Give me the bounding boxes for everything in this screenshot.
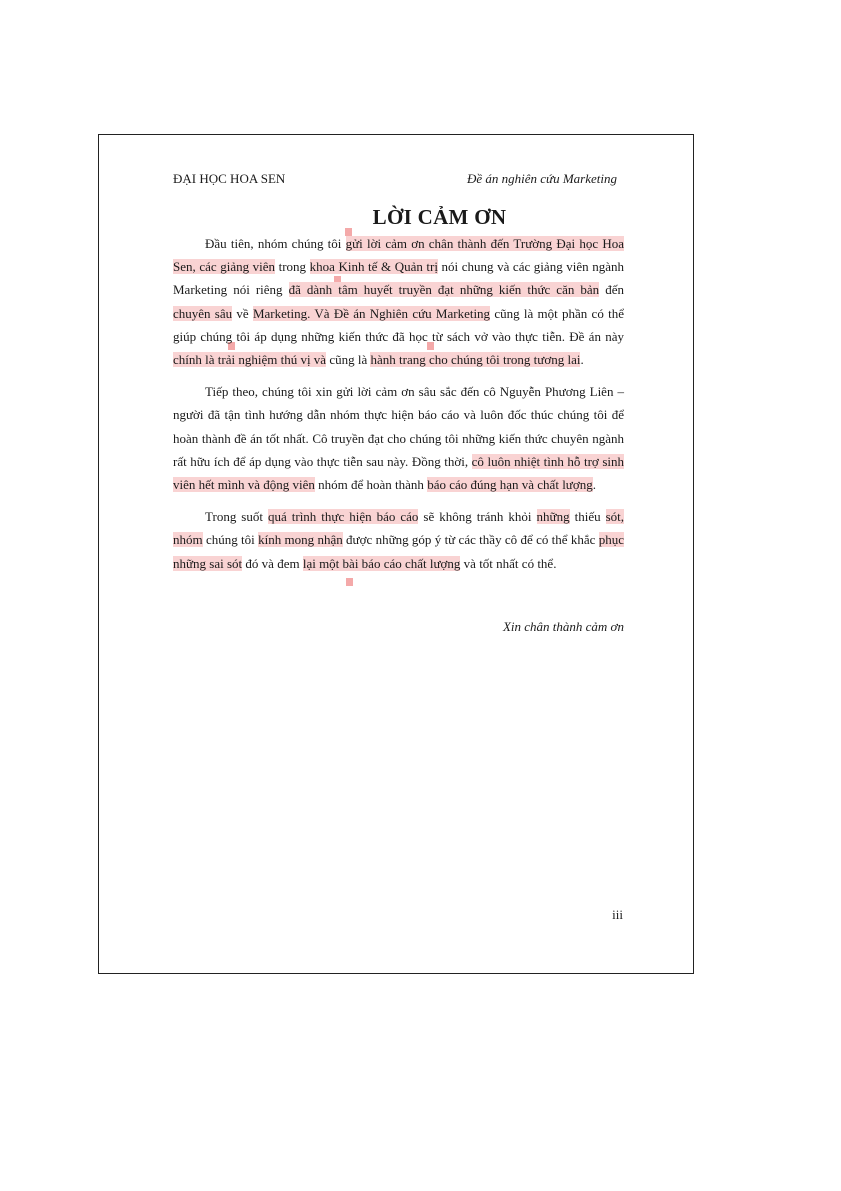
highlighted-text[interactable]: phục những sai sót [173,532,624,571]
text-run: . [592,477,596,493]
text-run: cũng là một phần có thể giúp chúng tôi áp dụng những kiến thức đã học từ sách vở vào thực tiễn. Đề án này [173,305,624,344]
text-run: cũng là [326,352,371,368]
highlighted-text[interactable]: sót, nhóm [173,509,625,548]
highlighted-text[interactable]: chuyên sâu [173,305,233,321]
highlighted-text[interactable]: cô luôn nhiệt tình hỗ trợ sinh viên hết mình và động viên [173,453,624,493]
text-run: và tốt nhất có thể. [460,555,557,571]
text-run: về [232,305,253,321]
signoff: Xin chân thành cảm ơn [502,619,624,634]
header-left: ĐẠI HỌC HOA SEN [173,171,286,186]
text-run: Trong suốt [205,509,268,525]
text-run: . [580,352,584,368]
highlighted-text[interactable]: khoa Kinh tế & Quản trị [309,259,438,275]
text-run: thiếu [569,509,606,525]
highlighted-text[interactable]: những [536,509,570,525]
highlighted-text[interactable]: báo cáo đúng hạn và chất lượng [427,477,593,493]
paragraph-2 [173,380,624,496]
text-run: trong [275,259,310,275]
text-run: nói chung và các giảng viên ngành Marketing nói riêng [173,259,624,298]
text-run: Tiếp theo, chúng tôi xin gửi lời cảm ơn sâu sắc đến cô Nguyễn Phương Liên – người đã tận tình hướng dẫn nhóm thực hiện báo cáo và luôn đốc thúc chúng tôi để hoàn thành đề án tốt nhất. Cô truyền đạt cho chúng tôi những kiến thức chuyên ngành rất hữu ích để áp dụng vào thực tiễn sau này. Đồng thời, [173,384,624,469]
text-run: chúng tôi [202,532,259,548]
header-right: Đề án nghiên cứu Marketing [466,171,617,186]
page-number: iii [612,907,623,922]
paragraph-1 [173,232,624,371]
page-title: LỜI CẢM ƠN [372,205,507,229]
highlighted-text[interactable]: kính mong nhận [258,532,343,548]
document-body [173,232,624,575]
paragraph-3 [173,505,624,575]
highlighted-text[interactable]: lại một bài báo cáo chất lượng [302,555,461,571]
text-run: Đầu tiên, nhóm chúng tôi [205,236,346,251]
text-run: sẽ không tránh khỏi [418,509,537,525]
text-run: được những góp ý từ các thầy cô để có thể khắc [342,532,599,548]
text-run: đó và đem [242,555,303,571]
highlighted-text[interactable]: chính là trải nghiệm thú vị và [173,352,327,368]
highlighted-text[interactable]: hành trang cho chúng tôi trong tương lai [370,352,581,368]
text-run: nhóm để hoàn thành [314,477,428,493]
highlighted-text[interactable]: Marketing. Và Đề án Nghiên cứu Marketing [252,305,491,321]
text-run: đến [599,282,624,298]
annotation-marker-icon[interactable] [346,578,353,586]
highlighted-text[interactable]: gửi lời cảm ơn chân thành đến Trường Đại học Hoa Sen, các giảng viên [173,236,625,275]
highlighted-text[interactable]: quá trình thực hiện báo cáo [267,509,419,525]
highlighted-text[interactable]: đã dành tâm huyết truyền đạt những kiến thức căn bản [288,282,600,298]
